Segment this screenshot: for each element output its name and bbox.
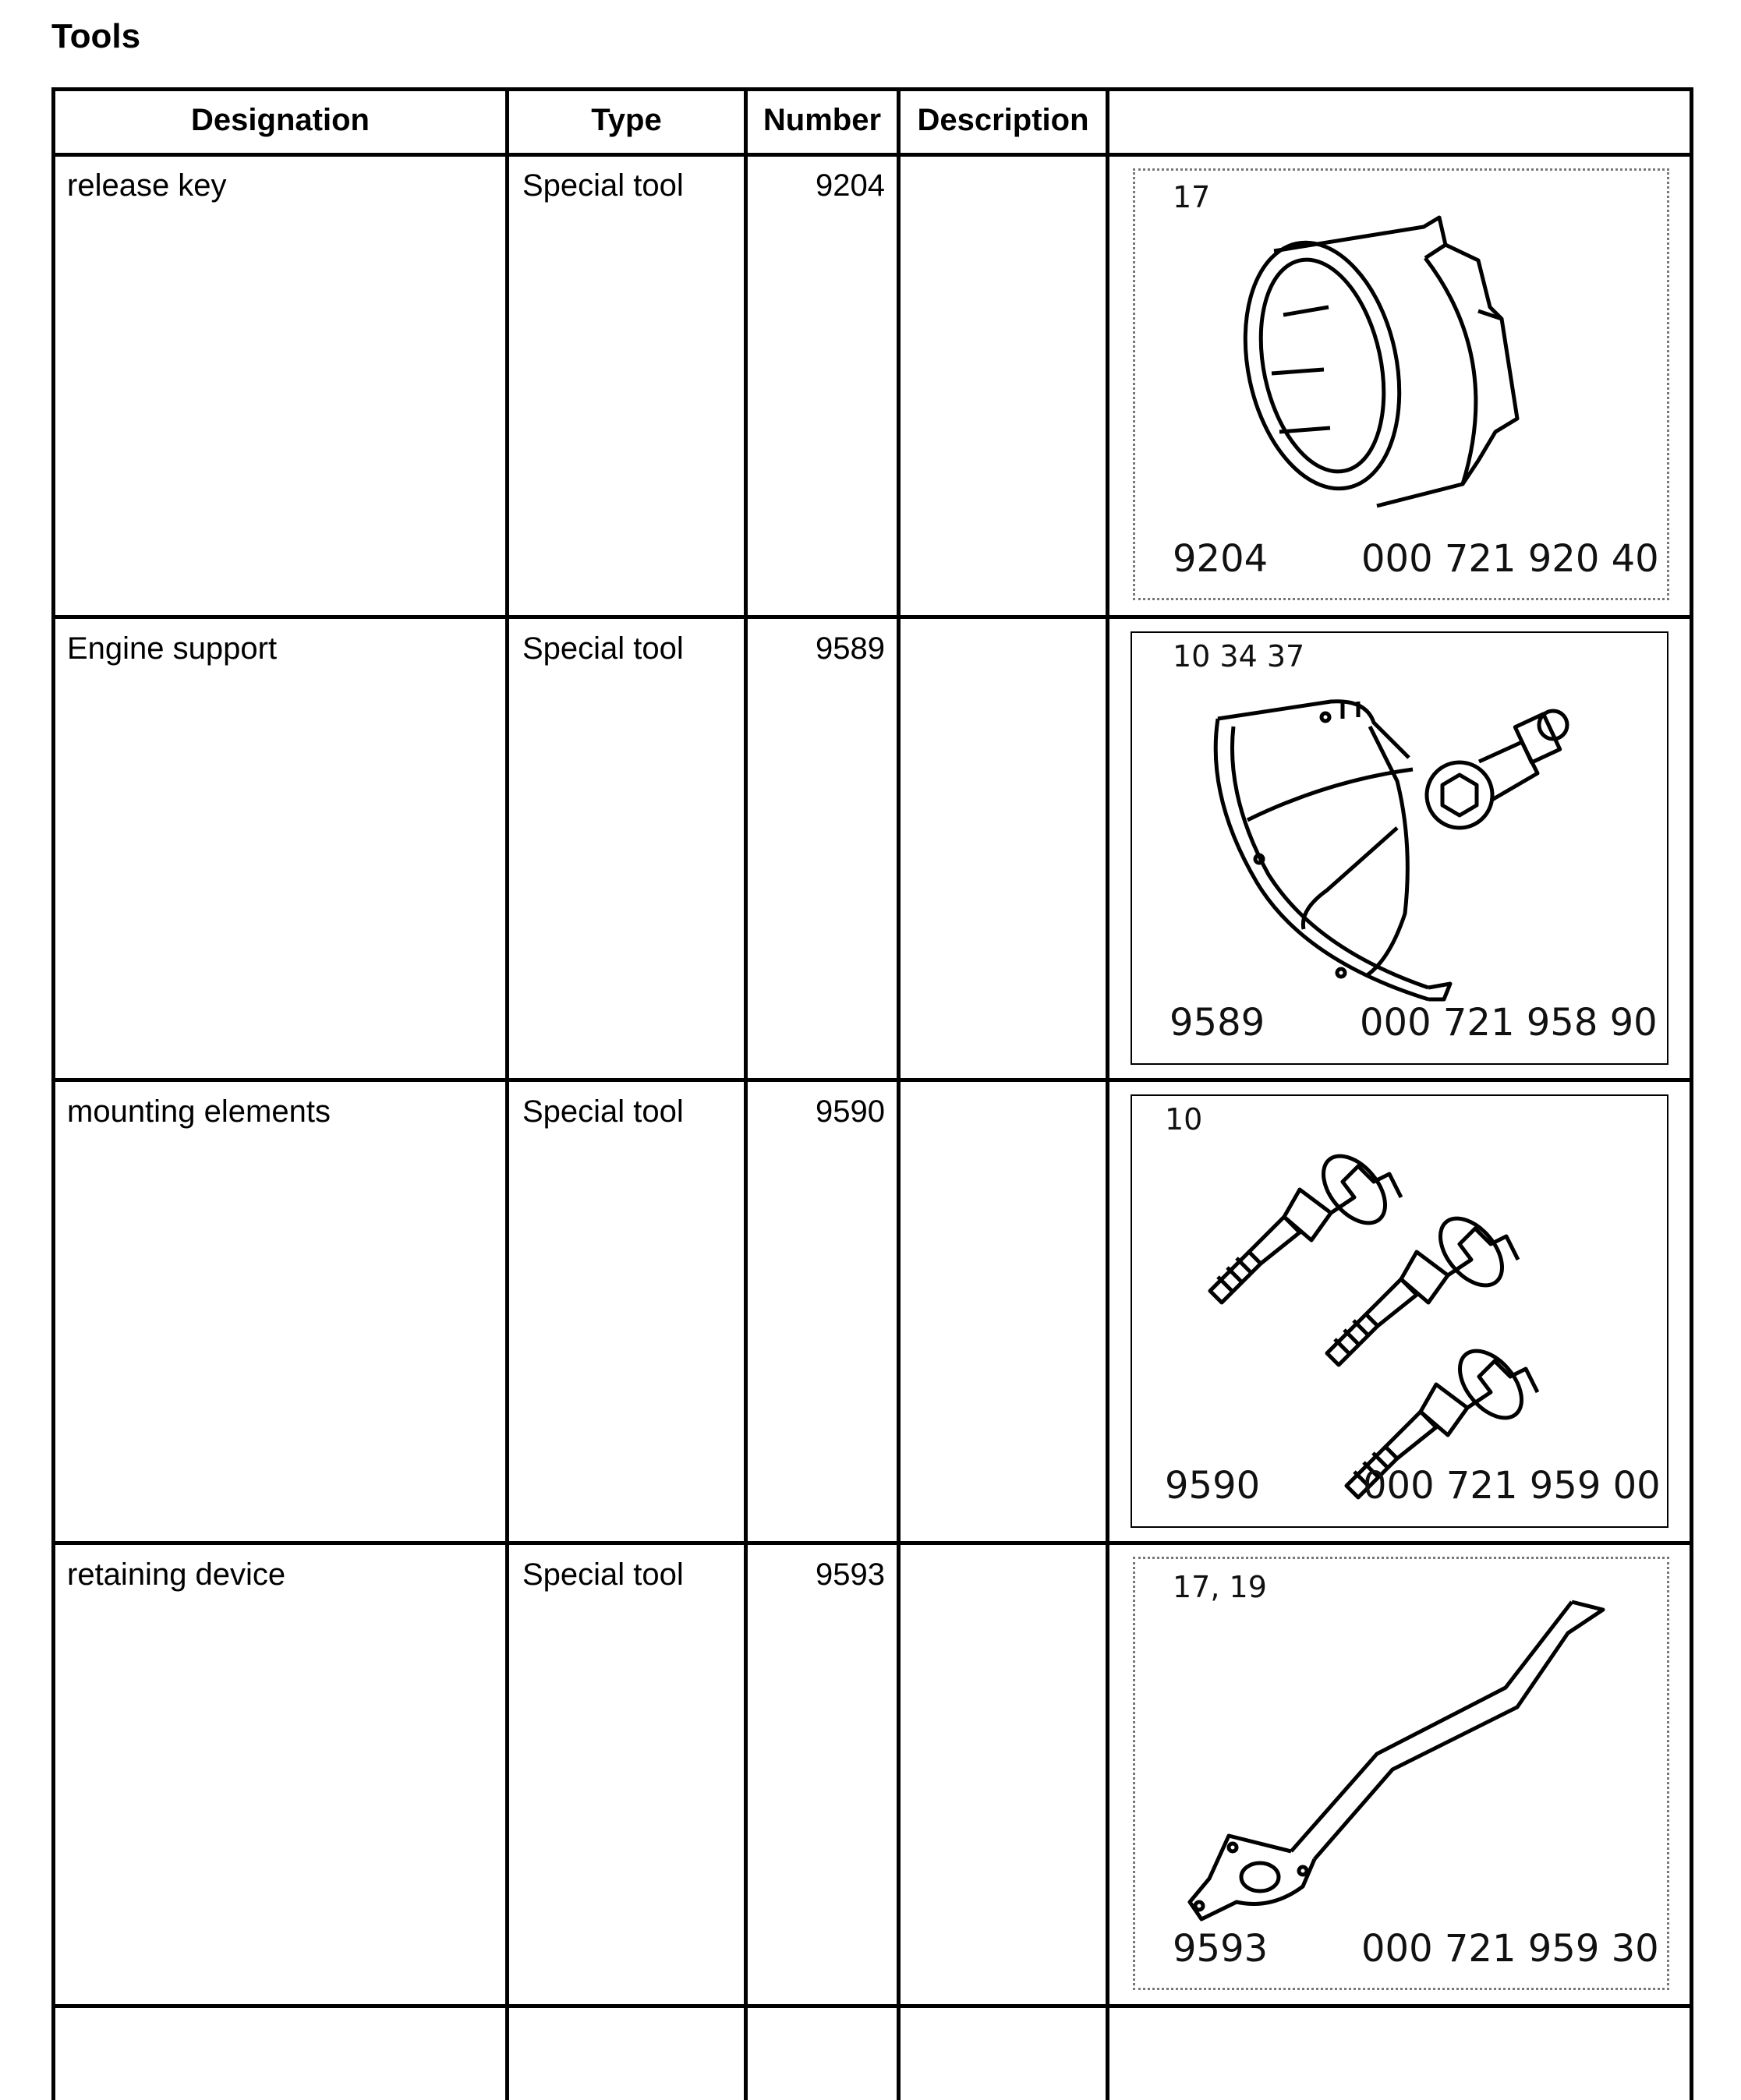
figure-callout: 17 (1173, 180, 1211, 214)
table-rule (51, 87, 55, 2100)
tool-figure (1133, 1557, 1669, 1990)
table-rule (51, 615, 1693, 619)
cell-type: Special tool (522, 168, 684, 203)
tools-table (51, 87, 1693, 2100)
table-rule (1690, 87, 1693, 2100)
cell-designation: release key (67, 168, 227, 203)
table-rule (505, 87, 509, 2100)
cell-number: 9593 (816, 1557, 885, 1592)
page-title: Tools (51, 17, 141, 55)
cell-number: 9589 (816, 631, 885, 666)
column-header-description: Description (917, 103, 1089, 137)
cell-type: Special tool (522, 1557, 684, 1592)
column-header-type: Type (591, 103, 662, 137)
mounting-elements-icon (1132, 1096, 1667, 1526)
figure-tool-number: 9204 (1173, 537, 1269, 581)
figure-tool-number: 9593 (1173, 1927, 1269, 1971)
table-rule (51, 87, 1693, 91)
table-rule (51, 153, 1693, 157)
cell-number: 9590 (816, 1094, 885, 1129)
figure-tool-number: 9590 (1165, 1464, 1261, 1508)
table-rule (1106, 87, 1109, 2100)
figure-callout: 10 (1165, 1102, 1203, 1137)
tool-figure (1131, 631, 1668, 1065)
tool-figure (1131, 1094, 1668, 1528)
figure-part-number: 000 721 959 30 (1361, 1927, 1659, 1971)
column-header-designation: Designation (191, 103, 370, 137)
tool-figure (1133, 168, 1669, 600)
table-rule (51, 1078, 1693, 1082)
cell-designation: retaining device (67, 1557, 286, 1592)
table-rule (897, 87, 901, 2100)
cell-type: Special tool (522, 1094, 684, 1129)
table-rule (51, 2004, 1693, 2008)
figure-part-number: 000 721 920 40 (1361, 537, 1659, 581)
cell-designation: mounting elements (67, 1094, 331, 1129)
cell-designation: Engine support (67, 631, 278, 666)
figure-part-number: 000 721 959 00 (1363, 1464, 1661, 1508)
table-rule (51, 1541, 1693, 1545)
figure-tool-number: 9589 (1170, 1001, 1265, 1045)
release-key-icon (1135, 171, 1667, 598)
figure-part-number: 000 721 958 90 (1360, 1001, 1658, 1045)
cell-number: 9204 (816, 168, 885, 203)
figure-callout: 10 34 37 (1173, 639, 1305, 673)
engine-support-icon (1132, 633, 1667, 1063)
figure-callout: 17, 19 (1173, 1570, 1267, 1604)
cell-type: Special tool (522, 631, 684, 666)
column-header-number: Number (763, 103, 882, 137)
retaining-device-icon (1135, 1559, 1667, 1988)
